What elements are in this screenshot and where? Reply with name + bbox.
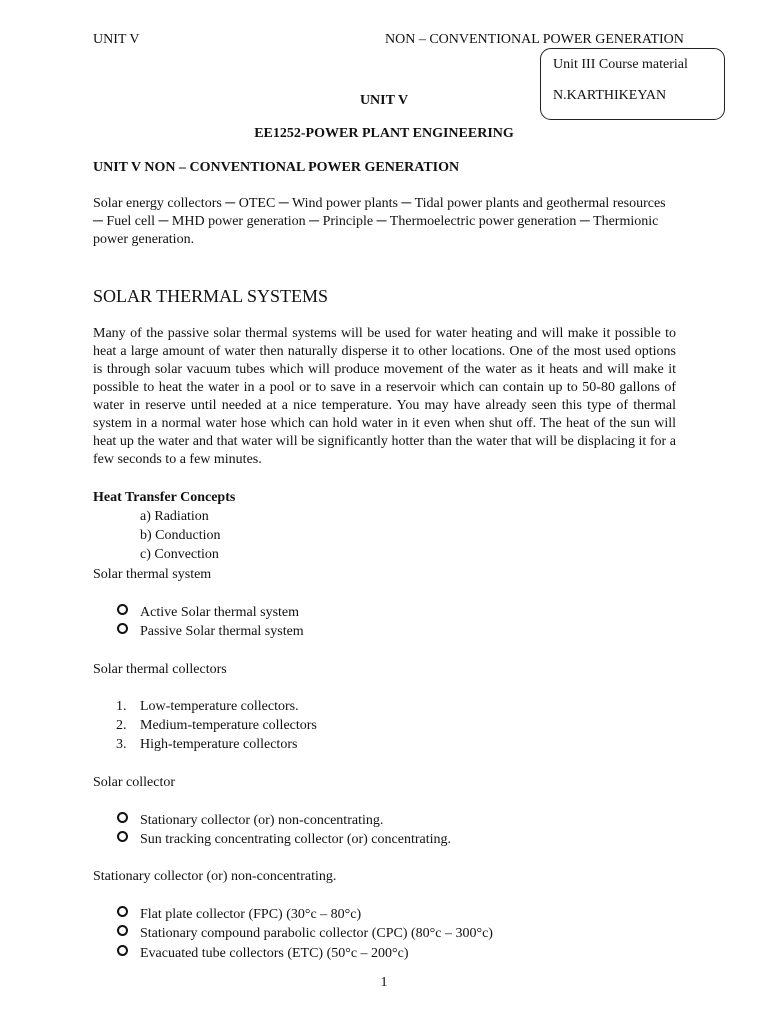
section-heading: SOLAR THERMAL SYSTEMS	[93, 286, 329, 306]
section-paragraph: Many of the passive solar thermal systems will be used for water heating and will make it possible to heat a large amount of water then naturally disperse it to other locations. One of the most used options is through solar vacuum tubes which will produce movement of the water as it heats and will make it possible to heat the water in a pool or to save in a reservoir which can contain up to 50-80 gallons of water in reserve until needed at a nice temperature. You may have already seen this type of thermal system in a normal water hose which can hold water in it even when shut off. The heat of the sun will heat up the water and that water will be significantly hotter than the water that will be displacing it for a few seconds to a few minutes.	[93, 326, 676, 467]
list-item: Passive Solar thermal system	[117, 623, 304, 640]
bullet-circle-icon	[117, 623, 128, 634]
header-title: NON – CONVENTIONAL POWER GENERATION	[385, 32, 684, 47]
page-number: 1	[380, 975, 388, 990]
stamp-line-1: Unit III Course material	[553, 57, 688, 72]
list-item: 3. High-temperature collectors	[116, 737, 298, 752]
stationary-label: Stationary collector (or) non-concentrating.	[93, 869, 337, 884]
bullet-circle-icon	[117, 925, 128, 936]
course-material-stamp	[540, 48, 725, 120]
header-unit: UNIT V	[93, 32, 140, 47]
list-item: Stationary compound parabolic collector (CPC) (80°c – 300°c)	[117, 925, 493, 942]
list-item: Sun tracking concentrating collector (or) concentrating.	[117, 831, 451, 848]
solar-thermal-system-label: Solar thermal system	[93, 567, 212, 582]
unit-subtitle: UNIT V NON – CONVENTIONAL POWER GENERATION	[93, 160, 460, 175]
list-item: Stationary collector (or) non-concentrating.	[117, 812, 383, 829]
list-item: 2. Medium-temperature collectors	[116, 718, 317, 733]
bullet-circle-icon	[117, 812, 128, 823]
bullet-circle-icon	[117, 945, 128, 956]
list-item: Evacuated tube collectors (ETC) (50°c – 200°c)	[117, 945, 409, 962]
heat-transfer-item: a) Radiation	[140, 509, 209, 524]
bullet-circle-icon	[117, 831, 128, 842]
list-item: 1. Low-temperature collectors.	[116, 699, 299, 714]
course-title: EE1252-POWER PLANT ENGINEERING	[254, 126, 514, 141]
solar-collector-label: Solar collector	[93, 775, 176, 790]
unit-title: UNIT V	[359, 93, 409, 108]
list-item: Flat plate collector (FPC) (30°c – 80°c)	[117, 906, 361, 923]
heat-transfer-heading: Heat Transfer Concepts	[93, 490, 236, 505]
syllabus-text: Solar energy collectors ─ OTEC ─ Wind power plants ─ Tidal power plants and geothermal resources ─ Fuel cell ─ MHD power generation ─ Principle ─ Thermoelectric power generation ─ Thermionic power generation.	[93, 196, 666, 247]
heat-transfer-item: c) Convection	[140, 547, 219, 562]
stamp-line-2: N.KARTHIKEYAN	[553, 88, 667, 103]
collectors-label: Solar thermal collectors	[93, 662, 227, 677]
heat-transfer-item: b) Conduction	[140, 528, 221, 543]
list-item: Active Solar thermal system	[117, 604, 299, 621]
bullet-circle-icon	[117, 604, 128, 615]
bullet-circle-icon	[117, 906, 128, 917]
